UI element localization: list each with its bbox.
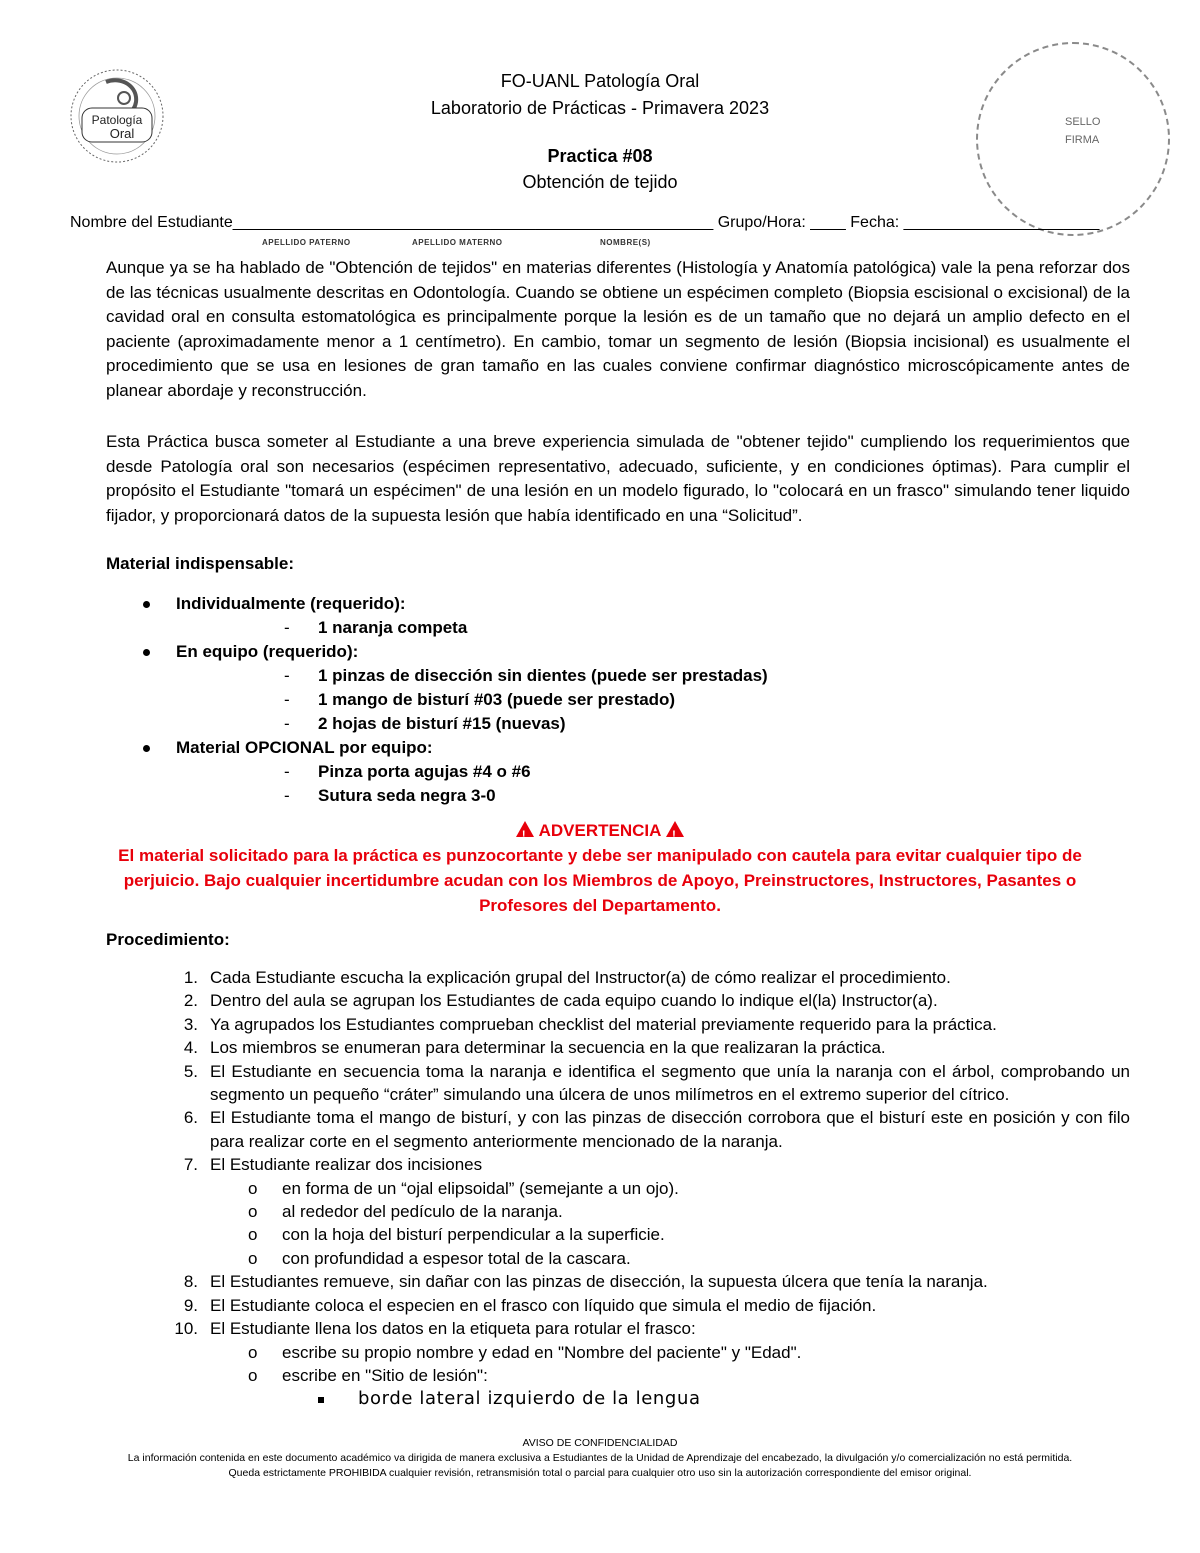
step-text: El Estudiante llena los datos en la etiqueta para rotular el frasco:: [210, 1319, 696, 1339]
warning-icon: [516, 821, 534, 837]
sub-step: [170, 1364, 1130, 1387]
step-text: Cada Estudiante escucha la explicación grupal del Instructor(a) de cómo realizar el procedimiento.: [210, 968, 951, 987]
circle-marker: o: [248, 1365, 258, 1385]
footer-line-2: Queda estrictamente PROHIBIDA cualquier revisión, retransmisión total o parcial para cualquier otro uso sin la autorización correspondiente del emisor original.: [228, 1467, 972, 1479]
step-number: 6.: [183, 1108, 198, 1128]
warning-block: [100, 818, 1100, 918]
procedure-step: [170, 1294, 1130, 1317]
step-number: 4.: [183, 1038, 198, 1058]
procedure-step: [170, 1036, 1130, 1059]
material-group: [140, 592, 1040, 616]
dash-marker: -: [284, 690, 290, 709]
material-item: [140, 760, 1040, 784]
institution-title: FO-UANL Patología Oral: [500, 71, 700, 91]
step-number: 2.: [183, 991, 198, 1011]
circle-marker: o: [248, 1225, 258, 1245]
footer-line-1: La información contenida en este documento académico va dirigida de manera exclusiva a Estudiantes de la Unidad de Aprendizaje del encabezado, la divulgación y/o comercialización no está permitida.: [127, 1452, 1073, 1464]
procedure-step: [170, 1106, 1130, 1153]
material-item: [140, 712, 1040, 736]
material-item: [140, 688, 1040, 712]
sub-step: [170, 1223, 1130, 1246]
logo-text-line2: Oral: [109, 126, 135, 141]
sublabel-maternal: APELLIDO MATERNO: [412, 238, 503, 247]
step-number: 10.: [174, 1319, 198, 1339]
procedure-step: [170, 1013, 1130, 1036]
sub-step-text: escribe en "Sitio de lesión":: [282, 1365, 488, 1385]
dash-marker: -: [284, 786, 290, 805]
document-header: [300, 68, 900, 196]
material-item: [140, 664, 1040, 688]
circle-marker: o: [248, 1202, 258, 1222]
sub-sub-step: [170, 1387, 1130, 1410]
material-item-text: 1 naranja competa: [318, 618, 468, 637]
sub-step: [170, 1247, 1130, 1270]
seal-label: SELLO: [1065, 116, 1101, 128]
procedure-step: [170, 1270, 1130, 1293]
step-text: Ya agrupados los Estudiantes comprueban checklist del material previamente requerido para la práctica.: [210, 1014, 997, 1034]
practice-number: Practica #08: [547, 146, 653, 166]
logo-text-line1: Patología: [91, 113, 143, 127]
material-group-label: Individualmente (requerido):: [176, 594, 406, 613]
procedure-heading: Procedimiento:: [106, 930, 230, 949]
intro-paragraph: Aunque ya se ha hablado de "Obtención de tejidos" en materias diferentes (Histología y Anatomía patológica) vale la pena reforzar dos de las técnicas usualmente descritas en Odontología. Cuando se obtiene un espécimen completo (Biopsia escisional o excisional) de la cavidad oral en consulta estomatológica es principalmente porque la lesión es de un tamaño que no dejará un amplio defecto en el paciente (aproximadamente menor a 1 centímetro). En cambio, tomar un segmento de lesión (Biopsia incisional) es usualmente el procedimiento que se usa en lesiones de gran tamaño en las cuales conviene confirmar diagnóstico microscópicamente antes de planear abordaje y reconstrucción.: [106, 258, 1130, 400]
warning-title-text: ADVERTENCIA: [538, 821, 662, 840]
sub-step-text: escribe su propio nombre y edad en "Nombre del paciente" y "Edad".: [282, 1342, 802, 1362]
step-text: El Estudiante coloca el especien en el frasco con líquido que simula el medio de fijación.: [210, 1295, 877, 1315]
procedure-step: [170, 1060, 1130, 1107]
material-group: [140, 736, 1040, 760]
step-text: Dentro del aula se agrupan los Estudiantes de cada equipo cuando lo indique el(la) Instructor(a).: [210, 991, 938, 1011]
material-group-label: En equipo (requerido):: [176, 642, 359, 661]
step-number: 8.: [183, 1272, 198, 1292]
procedure-step: [170, 966, 1130, 989]
sub-step: [170, 1177, 1130, 1200]
sub-step-text: al rededor del pedículo de la naranja.: [282, 1202, 563, 1222]
material-item-text: Sutura seda negra 3-0: [318, 786, 496, 805]
sub-step: [170, 1200, 1130, 1223]
patologia-oral-logo: [66, 68, 168, 164]
circle-marker: o: [248, 1342, 258, 1362]
dash-marker: -: [284, 618, 290, 637]
bullet-icon: [143, 649, 150, 656]
step-text: El Estudiantes remueve, sin dañar con las pinzas de disección, la supuesta úlcera que tenía la naranja.: [210, 1272, 988, 1292]
sub-step-text: con la hoja del bisturí perpendicular a la superficie.: [282, 1225, 665, 1245]
procedure-step: [170, 1317, 1130, 1340]
material-heading: Material indispensable:: [106, 554, 294, 573]
material-group-label: Material OPCIONAL por equipo:: [176, 738, 433, 757]
bullet-icon: [143, 745, 150, 752]
step-number: 3.: [183, 1014, 198, 1034]
circle-marker: o: [248, 1178, 258, 1198]
step-text: El Estudiante en secuencia toma la naranja e identifica el segmento que unía la naranja con el árbol, comprobando un segmento un pequeño “cráter” simulando una úlcera de unos milímetros en el extremo superior del cítrico.: [210, 1061, 1130, 1105]
step-number: 9.: [183, 1295, 198, 1315]
sublabel-names: NOMBRE(S): [600, 238, 651, 247]
material-item: [140, 784, 1040, 808]
material-item: [140, 616, 1040, 640]
sub-step: [170, 1341, 1130, 1364]
sub-step-text: con profundidad a espesor total de la cascara.: [282, 1248, 631, 1268]
group-label: Grupo/Hora:: [717, 214, 806, 231]
group-field[interactable]: ____: [810, 214, 846, 231]
procedure-step: [170, 1153, 1130, 1176]
circle-marker: o: [248, 1248, 258, 1268]
step-text: El Estudiante realizar dos incisiones: [210, 1155, 483, 1175]
warning-text: El material solicitado para la práctica es punzocortante y debe ser manipulado con cautela para evitar cualquier tipo de perjuicio. Bajo cualquier incertidumbre acudan con los Miembros de Apoyo, Preinstructores, Instructores, Pasantes o Profesores del Departamento.: [118, 846, 1082, 915]
sub-step-text: en forma de un “ojal elipsoidal” (semejante a un ojo).: [282, 1178, 679, 1198]
purpose-paragraph: Esta Práctica busca someter al Estudiante a una breve experiencia simulada de "obtener tejido" cumpliendo los requerimientos que desde Patología oral son necesarios (espécimen representativo, adecuado, suficiente, y en condiciones óptimas). Para cumplir el propósito el Estudiante "tomará un espécimen" de una lesión en un modelo figurado, lo "colocará en un frasco" simulando tener liquido fijador, y proporcionará datos de la supuesta lesión que había identificado en una “Solicitud”.: [106, 432, 1130, 525]
student-name-field[interactable]: ______________________________________________________: [232, 214, 714, 231]
seal-signature-area: [976, 42, 1170, 236]
step-text: Los miembros se enumeran para determinar la secuencia en la que realizaran la práctica.: [210, 1038, 886, 1058]
sublabel-paternal: APELLIDO PATERNO: [262, 238, 351, 247]
warning-title: [100, 818, 1100, 843]
step-number: 5.: [183, 1061, 198, 1081]
dash-marker: -: [284, 714, 290, 733]
signature-label: FIRMA: [1065, 134, 1100, 146]
material-group: [140, 640, 1040, 664]
student-info-line: [70, 214, 1130, 232]
step-number: 7.: [183, 1155, 198, 1175]
lab-title: Laboratorio de Prácticas - Primavera 2023: [430, 98, 770, 118]
material-item-text: 1 pinzas de disección sin dientes (puede ser prestadas): [318, 666, 768, 685]
dash-marker: -: [284, 762, 290, 781]
date-field[interactable]: ______________________: [903, 214, 1100, 231]
confidentiality-footer: [40, 1436, 1160, 1481]
lesion-site-text: borde lateral izquierdo de la lengua: [358, 1388, 701, 1410]
student-name-label: Nombre del Estudiante: [70, 214, 233, 231]
dash-marker: -: [284, 666, 290, 685]
footer-title: AVISO DE CONFIDENCIALIDAD: [522, 1437, 678, 1449]
bullet-icon: [143, 601, 150, 608]
material-item-text: 2 hojas de bisturí #15 (nuevas): [318, 714, 566, 733]
material-item-text: Pinza porta agujas #4 o #6: [318, 762, 531, 781]
step-number: 1.: [183, 968, 198, 987]
material-list: [140, 592, 1040, 808]
step-text: El Estudiante toma el mango de bisturí, y con las pinzas de disección corrobora que el bisturí este en posición y con filo para realizar corte en el segmento anteriormente mencionado de la naranja.: [210, 1108, 1130, 1151]
procedure-step: [170, 989, 1130, 1012]
procedure-steps: [170, 966, 1130, 1411]
date-label: Fecha:: [850, 214, 900, 231]
material-item-text: 1 mango de bisturí #03 (puede ser prestado): [318, 690, 676, 709]
warning-icon: [666, 821, 684, 837]
square-bullet-icon: [318, 1397, 324, 1403]
practice-topic: Obtención de tejido: [522, 172, 678, 192]
